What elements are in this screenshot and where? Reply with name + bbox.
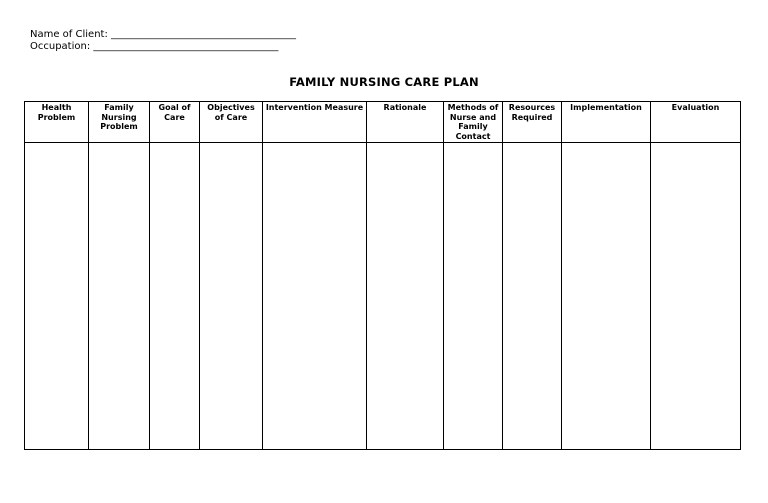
table-header-row [25, 102, 741, 143]
table-body-row [25, 143, 741, 450]
client-name-field [30, 29, 296, 41]
cell-resources-required[interactable] [503, 143, 562, 450]
cell-intervention-measure[interactable] [263, 143, 367, 450]
cell-evaluation[interactable] [651, 143, 741, 450]
occupation-field [30, 41, 278, 53]
column-header-objectives-of-care: Objectives of Care [200, 102, 263, 143]
cell-family-nursing-problem[interactable] [89, 143, 150, 450]
cell-health-problem[interactable] [25, 143, 89, 450]
occupation-blank[interactable]: _____________________________________ [93, 41, 279, 52]
care-plan-table [24, 101, 741, 450]
cell-objectives-of-care[interactable] [200, 143, 263, 450]
column-header-resources-required: Resources Required [503, 102, 562, 143]
column-header-evaluation: Evaluation [651, 102, 741, 143]
column-header-goal-of-care: Goal of Care [150, 102, 200, 143]
column-header-rationale: Rationale [367, 102, 444, 143]
cell-implementation[interactable] [562, 143, 651, 450]
cell-goal-of-care[interactable] [150, 143, 200, 450]
client-name-label: Name of Client: [30, 29, 111, 40]
client-name-blank[interactable]: _____________________________________ [111, 29, 296, 40]
occupation-label: Occupation: [30, 41, 94, 52]
cell-methods-of-contact[interactable] [444, 143, 503, 450]
column-header-implementation: Implementation [562, 102, 651, 143]
column-header-family-nursing-problem: Family Nursing Problem [89, 102, 150, 143]
column-header-intervention-measure: Intervention Measure [263, 102, 367, 143]
column-header-methods-of-contact: Methods of Nurse and Family Contact [444, 102, 503, 143]
column-header-health-problem: Health Problem [25, 102, 89, 143]
document-title: FAMILY NURSING CARE PLAN [289, 75, 479, 89]
cell-rationale[interactable] [367, 143, 444, 450]
